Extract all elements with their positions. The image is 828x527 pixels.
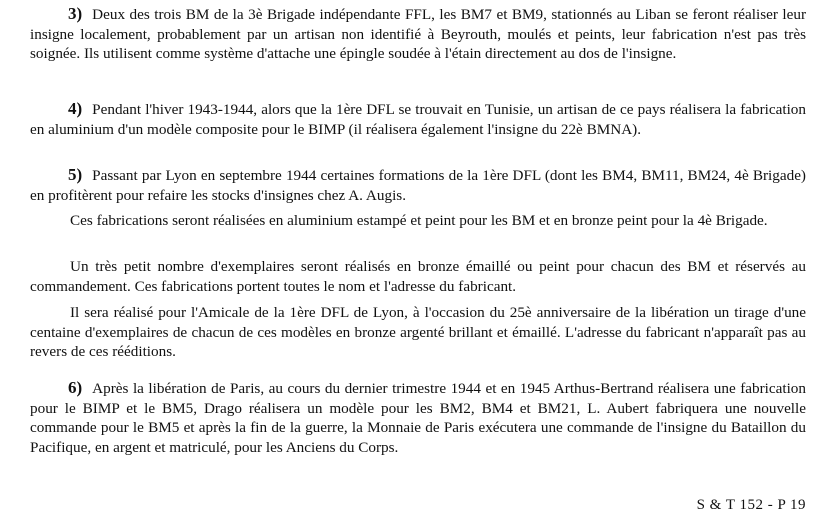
paragraph-number: 6) xyxy=(68,378,83,397)
paragraph-text: Pendant l'hiver 1943-1944, alors que la 1ère DFL se trouvait en Tunisie, un artisan de ce pays réalisera la fabrication en aluminium d'un modèle composite pour le BIMP (il réalisera également l'insigne du 22è BMNA). xyxy=(30,101,806,138)
paragraph-text: Deux des trois BM de la 3è Brigade indépendante FFL, les BM7 et BM9, stationnés au Liban se feront réaliser leur insigne localement, probablement par un artisan non identifié à Beyrouth, moulés et peints, leur fabrication n'est pas très soignée. Ils utilisent comme système d'attache une épingle soudée à l'étain directement au dos de l'insigne. xyxy=(30,6,806,62)
page-footer-reference: S & T 152 - P 19 xyxy=(696,497,806,513)
paragraph-5 xyxy=(30,165,806,205)
paragraph-5-materials: Ces fabrications seront réalisées en aluminium estampé et peint pour les BM et en bronze peint pour la 4è Brigade. xyxy=(70,212,768,229)
paragraph-text: Après la libération de Paris, au cours du dernier trimestre 1944 et en 1945 Arthus-Bertrand réalisera une fabrication pour le BIMP et le BM5, Drago réalisera un modèle pour les BM2, BM4 et BM21, L. Aubert fabriquera une nouvelle commande pour le BM5 et après la fin de la guerre, la Monnaie de Paris exécutera une commande de l'insigne du Bataillon du Pacifique, en argent et matriculé, pour les Anciens du Corps. xyxy=(30,380,806,456)
paragraph-number: 4) xyxy=(68,99,83,118)
paragraph-number: 3) xyxy=(68,4,83,23)
paragraph-4 xyxy=(30,99,806,139)
paragraph-6 xyxy=(30,378,806,457)
paragraph-number: 5) xyxy=(68,165,83,184)
paragraph-3 xyxy=(30,4,806,64)
paragraph-5-reissue: Il sera réalisé pour l'Amicale de la 1ère DFL de Lyon, à l'occasion du 25è anniversaire de la libération un tirage d'une centaine d'exemplaires de chacun de ces modèles en bronze argenté brillant et émaillé. L'adresse du fabricant n'apparaît pas au revers de ces rééditions. xyxy=(30,304,806,360)
paragraph-5-enamel: Un très petit nombre d'exemplaires seront réalisés en bronze émaillé ou peint pour chacun des BM et réservés au commandement. Ces fabrications portent toutes le nom et l'adresse du fabricant. xyxy=(30,258,806,295)
paragraph-text: Passant par Lyon en septembre 1944 certaines formations de la 1ère DFL (dont les BM4, BM11, BM24, 4è Brigade) en profitèrent pour refaire les stocks d'insignes chez A. Augis. xyxy=(30,167,806,204)
